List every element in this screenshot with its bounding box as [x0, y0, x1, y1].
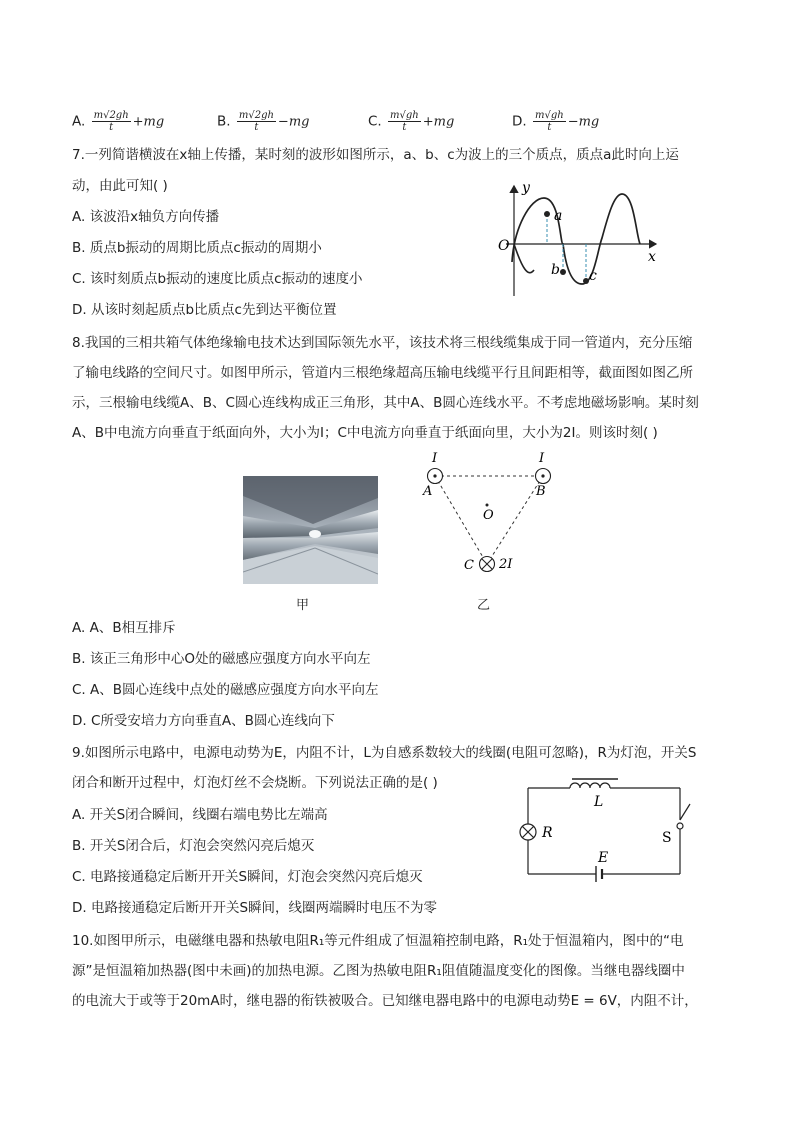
q9-stem-line-1: 9.如图所示电路中，电源电动势为E，内阻不计，L为自感系数较大的线圈(电阻可忽略)，R为灯泡，开关S [72, 745, 697, 761]
svg-text:O: O [483, 508, 494, 523]
q8-stem-line-2: 了输电线路的空间尺寸。如图甲所示，管道内三根绝缘超高压输电线缆平行且间距相等，截面图如图乙所 [72, 365, 693, 381]
x-label: x [648, 249, 656, 265]
q7-option-d: D. 从该时刻起质点b比质点c先到达平衡位置 [72, 302, 337, 318]
q8-option-a: A. A、B相互排斥 [72, 620, 176, 636]
fraction: $\frac{m√gh}{t}$ [534, 110, 564, 133]
q7-option-c: C. 该时刻质点b振动的速度比质点c振动的速度小 [72, 271, 363, 287]
origin-label: O [498, 238, 510, 254]
q8-option-d: D. C所受安培力方向垂直A、B圆心连线向下 [72, 713, 335, 729]
q9-option-c: C. 电路接通稳定后断开开关S瞬间，灯泡会突然闪亮后熄灭 [72, 869, 423, 885]
q9-option-d: D. 电路接通稳定后断开开关S瞬间，线圈两端瞬时电压不为零 [72, 900, 438, 916]
fraction: $\frac{m√2gh}{t}$ [93, 110, 129, 133]
q9-option-a: A. 开关S闭合瞬间，线圈右端电势比左端高 [72, 807, 328, 823]
svg-text:C: C [464, 558, 474, 573]
q8-option-b: B. 该正三角形中心O处的磁感应强度方向水平向左 [72, 651, 371, 667]
point-b [560, 269, 566, 275]
q6-option-a: A. $\frac{m√2gh}{t}$ +mg [72, 110, 165, 133]
caption-jia: 甲 [296, 598, 310, 613]
wave-curve [512, 194, 640, 284]
caption-yi: 乙 [477, 598, 491, 613]
q6-option-d: D. $\frac{m√gh}{t}$ −mg [512, 110, 600, 133]
fraction: $\frac{m√gh}{t}$ [390, 110, 419, 133]
label-b: b [551, 262, 560, 278]
svg-text:R: R [542, 825, 553, 841]
center-o [486, 504, 489, 507]
pipeline-tunnel-photo [243, 476, 378, 584]
svg-text:S: S [662, 830, 672, 846]
svg-text:A: A [423, 484, 433, 499]
q7-option-a: A. 该波沿x轴负方向传播 [72, 209, 220, 225]
circuit-figure [512, 770, 697, 888]
switch-s [680, 804, 690, 820]
inductor-coil [570, 783, 610, 788]
q6-option-c: C. $\frac{m√gh}{t}$ +mg [368, 110, 455, 133]
q7-stem-line-2: 动，由此可知( ) [72, 178, 168, 194]
q8-stem-line-1: 8.我国的三相共箱气体绝缘输电技术达到国际领先水平，该技术将三根线缆集成于同一管道内，充分压缩 [72, 335, 693, 351]
q9-stem-line-2: 闭合和断开过程中，灯泡灯丝不会烧断。下列说法正确的是( ) [72, 775, 438, 791]
q10-stem-line-1: 10.如图甲所示，电磁继电器和热敏电阻R₁等元件组成了恒温箱控制电路，R₁处于恒温箱内，图中的“电 [72, 933, 684, 949]
point-a [544, 211, 550, 217]
q8-stem-line-3: 示，三根输电线缆A、B、C圆心连线构成正三角形，其中A、B圆心连线水平。不考虑地磁场影响。某时刻 [72, 395, 699, 411]
triangle-figure [415, 448, 565, 580]
svg-text:I: I [539, 451, 545, 466]
svg-text:B: B [536, 484, 546, 499]
svg-text:2I: 2I [499, 557, 513, 572]
label-a: a [554, 208, 563, 224]
q7-option-b: B. 质点b振动的周期比质点c振动的周期小 [72, 240, 322, 256]
y-label: y [522, 180, 530, 196]
q9-option-b: B. 开关S闭合后，灯泡会突然闪亮后熄灭 [72, 838, 315, 854]
svg-text:L: L [594, 794, 604, 810]
label-c: c [589, 268, 597, 284]
svg-text:I: I [432, 451, 438, 466]
q10-stem-line-2: 源”是恒温箱加热器(图中未画)的加热电源。乙图为热敏电阻R₁阻值随温度变化的图像。当继电器线圈中 [72, 963, 685, 979]
fraction: $\frac{m√2gh}{t}$ [238, 110, 274, 133]
svg-text:E: E [598, 850, 609, 866]
q10-stem-line-3: 的电流大于或等于20mA时，继电器的衔铁被吸合。已知继电器电路中的电源电动势E = 6V，内阻不计， [72, 993, 698, 1009]
q8-stem-line-4: A、B中电流方向垂直于纸面向外，大小为I；C中电流方向垂直于纸面向里，大小为2I。则该时刻( ) [72, 425, 658, 441]
q6-option-b: B. $\frac{m√2gh}{t}$ −mg [217, 110, 310, 133]
q8-option-c: C. A、B圆心连线中点处的磁感应强度方向水平向左 [72, 682, 379, 698]
q7-stem-line-1: 7.一列简谐横波在x轴上传播，某时刻的波形如图所示，a、b、c为波上的三个质点，质点a此时向上运 [72, 147, 679, 163]
wave-figure [490, 178, 665, 302]
